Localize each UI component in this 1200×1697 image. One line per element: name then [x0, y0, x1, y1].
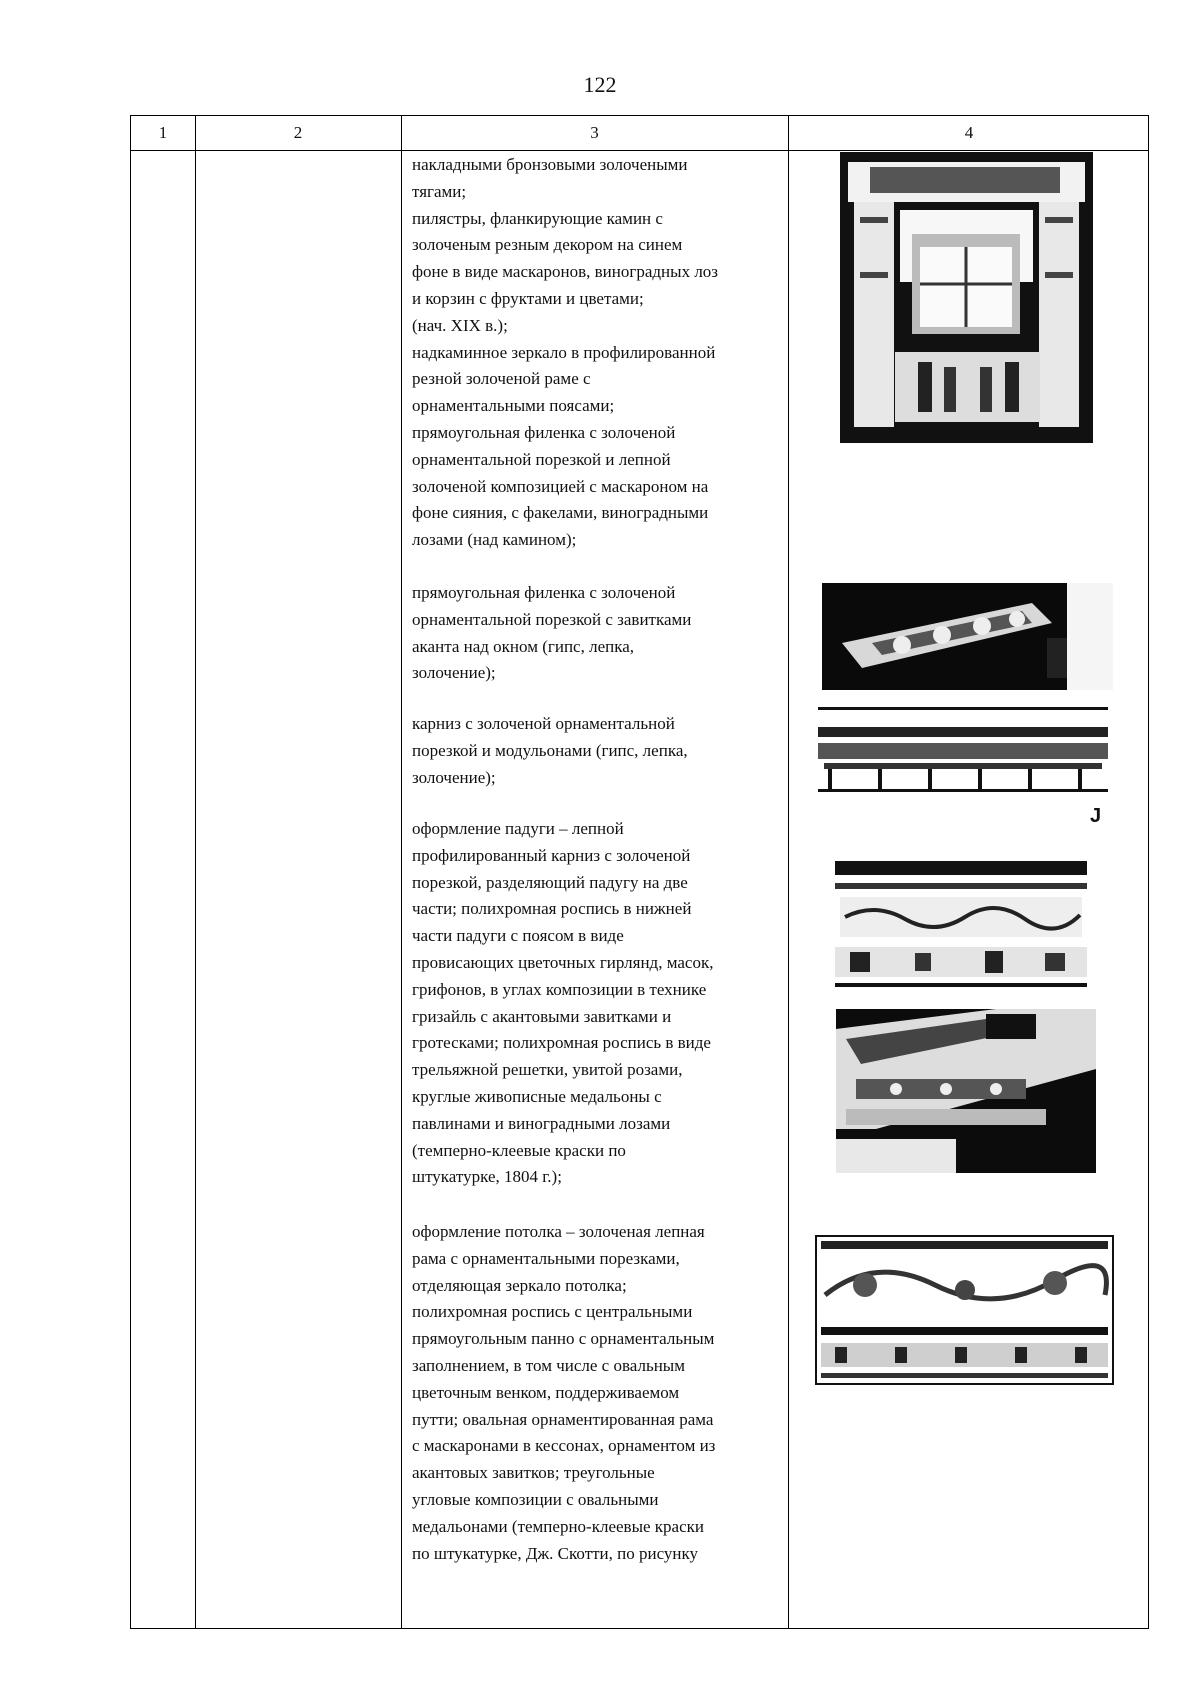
entry-line: золоченым резным декором на синем	[412, 235, 683, 255]
photo-cove-frieze	[835, 847, 1087, 992]
header-divider	[131, 150, 1148, 151]
entry-line: путти; овальная орнаментированная рама	[412, 1409, 714, 1429]
entry-line: полихромная роспись с центральными	[412, 1302, 693, 1322]
entry-line: грифонов, в углах композиции в технике	[412, 979, 707, 999]
entry-line: медальонами (темперно-клеевые краски	[412, 1516, 704, 1536]
entry-cornice	[412, 711, 792, 791]
entry-line: цветочным венком, поддерживаемом	[412, 1382, 680, 1402]
entry-line: (нач. XIX в.);	[412, 315, 508, 335]
entry-window-panel	[412, 580, 792, 687]
photo-fireplace-mirror	[840, 152, 1093, 443]
page-number: 122	[583, 72, 617, 97]
entry-line: прямоугольная филенка с золоченой	[412, 422, 676, 442]
entry-line: профилированный карниз с золоченой	[412, 845, 691, 865]
entry-line: круглые живописные медальоны с	[412, 1086, 662, 1106]
entry-line: накладными бронзовыми золочеными	[412, 155, 688, 174]
entry-line: (темперно-клеевые краски по	[412, 1140, 626, 1160]
entry-cove-decor	[412, 816, 792, 1191]
entry-line: лозами (над камином);	[412, 530, 577, 550]
photo-window-panel	[822, 583, 1113, 690]
stray-mark: J	[1090, 805, 1102, 827]
entry-line: рама с орнаментальными порезками,	[412, 1248, 680, 1268]
photo-ceiling	[815, 1235, 1114, 1385]
entry-line: по штукатурке, Дж. Скотти, по рисунку	[412, 1543, 699, 1563]
entry-fireplace-decor	[412, 152, 792, 554]
entry-line: пилястры, фланкирующие камин с	[412, 208, 663, 228]
entry-ceiling-decor	[412, 1219, 792, 1567]
entry-line: отделяющая зеркало потолка;	[412, 1275, 627, 1295]
entry-line: штукатурке, 1804 г.);	[412, 1167, 562, 1187]
column-header-3: 3	[590, 123, 599, 142]
entry-line: фоне сияния, с факелами, виноградными	[412, 503, 709, 523]
entry-line: золочение);	[412, 767, 496, 787]
entry-line: тягами;	[412, 181, 467, 201]
entry-line: с маскаронами в кессонах, орнаментом из	[412, 1436, 716, 1456]
column-header-4: 4	[964, 123, 974, 142]
entry-line: заполнением, в том числе с овальным	[412, 1355, 685, 1375]
entry-line: оформление падуги – лепной	[412, 819, 624, 838]
entry-line: карниз с золоченой орнаментальной	[412, 714, 675, 733]
entry-line: орнаментальной порезкой с завитками	[412, 609, 692, 629]
entry-line: провисающих цветочных гирлянд, масок,	[412, 952, 714, 972]
entry-line: акантовых завитков; треугольные	[412, 1463, 655, 1483]
entry-line: порезкой и модульонами (гипс, лепка,	[412, 740, 688, 760]
entry-line: аканта над окном (гипс, лепка,	[412, 636, 635, 656]
photo-cornice	[818, 703, 1108, 797]
entry-line: и корзин с фруктами и цветами;	[412, 288, 644, 308]
entry-line: порезкой, разделяющий падугу на две	[412, 872, 688, 892]
entry-line: золоченой композицией с маскароном на	[412, 476, 709, 496]
entry-line: золочение);	[412, 663, 496, 683]
column-divider	[195, 116, 196, 1628]
entry-line: надкаминное зеркало в профилированной	[412, 342, 716, 362]
entry-line: оформление потолка – золоченая лепная	[412, 1222, 705, 1241]
column-divider	[401, 116, 402, 1628]
column-header-1: 1	[158, 123, 168, 142]
entry-line: трельяжной решетки, увитой розами,	[412, 1060, 683, 1080]
entry-line: орнаментальной порезкой и лепной	[412, 449, 671, 469]
column-header-2: 2	[293, 123, 303, 142]
photo-cove-trellis	[836, 1009, 1096, 1173]
entry-line: резной золоченой раме с	[412, 369, 591, 389]
entry-line: павлинами и виноградными лозами	[412, 1113, 671, 1133]
entry-line: части; полихромная роспись в нижней	[412, 899, 692, 919]
entry-line: гризайль с акантовыми завитками и	[412, 1006, 672, 1026]
entry-line: угловые композиции с овальными	[412, 1489, 659, 1509]
entry-line: орнаментальными поясами;	[412, 396, 615, 416]
entry-line: фоне в виде маскаронов, виноградных лоз	[412, 262, 719, 282]
entry-line: прямоугольная филенка с золоченой	[412, 583, 676, 602]
entry-line: гротесками; полихромная роспись в виде	[412, 1033, 711, 1053]
entry-line: прямоугольным панно с орнаментальным	[412, 1329, 715, 1349]
entry-line: части падуги с поясом в виде	[412, 926, 624, 946]
